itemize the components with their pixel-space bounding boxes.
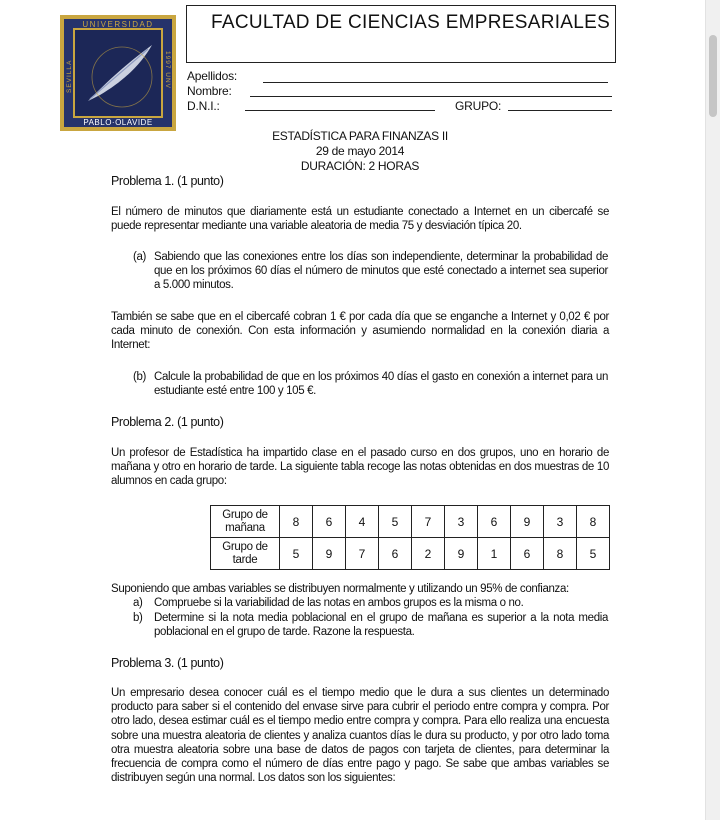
table-cell: 6: [511, 538, 544, 570]
problem2-after: Suponiendo que ambas variables se distribuyen normalmente y utilizando un 95% de confianza:: [111, 583, 569, 595]
problem1-mid: También se sabe que en el cibercafé cobran 1 € por cada día que se enganche a Internet y 0,02 € por cada minuto de conexión. Con esta información y asumiendo normalidad en la conexión diaria a Internet:: [111, 311, 609, 352]
grupo-label: GRUPO:: [455, 99, 502, 113]
problem2-intro: Un profesor de Estadística ha impartido clase en el pasado curso en dos grupos, uno en horario de mañana y otro en horario de tarde. La siguiente tabla recoge las notas obtenidas en dos muestras de 10 alumnos en cada grupo:: [111, 447, 609, 488]
nombre-line[interactable]: [250, 96, 612, 97]
table-cell: 3: [544, 506, 577, 538]
table-cell: 5: [577, 538, 610, 570]
table-cell: 8: [577, 506, 610, 538]
problem1-b-label: (b): [133, 371, 147, 383]
table-cell: 5: [379, 506, 412, 538]
table-cell: 1: [478, 538, 511, 570]
problem1-b-text: Calcule la probabilidad de que en los próximos 40 días el gasto en conexión a internet para un estudiante esté entre 100 y 105 €.: [154, 371, 608, 398]
exam-duration: DURACIÓN: 2 HORAS: [300, 159, 420, 173]
logo-top-text: UNIVERSIDAD: [82, 20, 154, 29]
grupo-line[interactable]: [508, 110, 612, 111]
table-cell: 2: [412, 538, 445, 570]
dni-label: D.N.I.:: [187, 99, 220, 113]
logo-bottom-text: PABLO·OLAVIDE: [83, 118, 153, 127]
table-cell: 6: [379, 538, 412, 570]
problem3-intro: Un empresario desea conocer cuál es el tiempo medio que le dura a sus clientes un determinado producto para saber si el contenido del envase sirve para cubrir el periodo entre compra y compra. Por otro lado, desea estimar cuál es el tiempo medio entre compra y compra. Para ello realiza una encuesta sobre una muestra aleatoria de clientes y analiza cuantos días le dura su producto, y por otro lado toma otra muestra aleatoria sobre una base de datos de pagos con tarjeta de clientes, para determinar la frecuencia de compra como el número de días entre pago y pago. Se sabe que ambas variables se distribuyen según una normal. Los datos son los siguientes:: [111, 687, 609, 785]
logo-left-text: SEVILLA: [66, 59, 73, 93]
problem2-heading: Problema 2. (1 punto): [111, 415, 224, 429]
apellidos-label: Apellidos:: [187, 69, 238, 83]
table-row: [211, 538, 610, 570]
table-cell: 4: [346, 506, 379, 538]
problem3-heading: Problema 3. (1 punto): [111, 656, 224, 670]
table-cell: 7: [412, 506, 445, 538]
apellidos-line[interactable]: [263, 82, 608, 83]
table-cell: 7: [346, 538, 379, 570]
faculty-title: FACULTAD DE CIENCIAS EMPRESARIALES: [211, 12, 611, 33]
vertical-scrollbar[interactable]: [705, 0, 720, 820]
table-cell: 8: [544, 538, 577, 570]
university-logo: [60, 15, 176, 131]
problem1-a-text: Sabiendo que las conexiones entre los días son independiente, determinar la probabilidad de que en los próximos 60 días el número de minutos que esté conectado a internet sea superior a 5.000 minutos.: [154, 251, 608, 292]
table-cell: 8: [280, 506, 313, 538]
table-cell: 9: [313, 538, 346, 570]
dni-line[interactable]: [245, 110, 435, 111]
problem2-b-text: Determine si la nota media poblacional en el grupo de mañana es superior a la nota media poblacional en el grupo de tarde. Razone la respuesta.: [154, 612, 608, 639]
table-cell: 9: [511, 506, 544, 538]
problem2-a-label: a): [133, 597, 143, 609]
problem2-item-b: [133, 611, 608, 639]
table-cell: 3: [445, 506, 478, 538]
faculty-title-box: [186, 5, 616, 63]
problem1-heading: Problema 1. (1 punto): [111, 174, 224, 188]
nombre-label: Nombre:: [187, 84, 232, 98]
logo-right-text: 1997 UNV: [164, 51, 171, 89]
table-row: [211, 506, 610, 538]
problem2-b-label: b): [133, 612, 143, 624]
table-cell: 5: [280, 538, 313, 570]
row-header-afternoon: Grupo de tarde: [211, 538, 280, 570]
problem1-item-a: [133, 250, 608, 293]
table-cell: 6: [313, 506, 346, 538]
problem1-intro: El número de minutos que diariamente está un estudiante conectado a Internet en un cibercafé se puede representar mediante una variable aleatoria de media 75 y desviación típica 20.: [111, 206, 609, 233]
scrollbar-thumb[interactable]: [709, 35, 717, 117]
problem2-a-text: Compruebe si la variabilidad de las notas en ambos grupos es la misma o no.: [154, 597, 524, 609]
problem2-item-a: [133, 596, 608, 610]
row-header-morning: Grupo de mañana: [211, 506, 280, 538]
exam-date: 29 de mayo 2014: [315, 144, 405, 158]
logo-emblem-icon: [60, 15, 176, 131]
subject-title: ESTADÍSTICA PARA FINANZAS II: [272, 129, 448, 143]
problem1-item-b: [133, 370, 608, 398]
table-cell: 9: [445, 538, 478, 570]
table-cell: 6: [478, 506, 511, 538]
problem1-a-label: (a): [133, 251, 147, 263]
grades-table: [210, 505, 610, 570]
